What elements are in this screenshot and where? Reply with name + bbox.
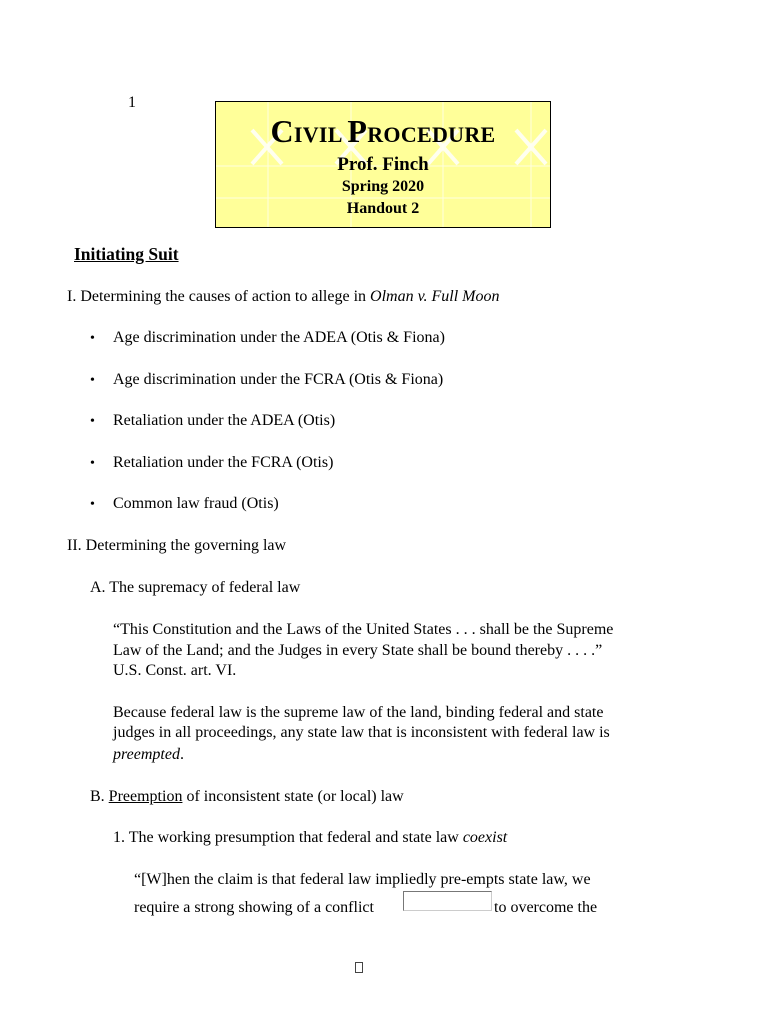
course-title <box>216 113 550 150</box>
missing-glyph-icon <box>355 962 363 973</box>
bullet-dot: • <box>90 456 95 471</box>
explanation-line: Because federal law is the supreme law of the land, binding federal and state <box>113 704 604 721</box>
bullet-item: Common law fraud (Otis) <box>113 495 279 512</box>
title-ivil: IVIL <box>293 122 348 147</box>
explanation-end <box>113 746 184 764</box>
citation-gap-box <box>403 891 492 911</box>
bullet-dot: • <box>90 414 95 429</box>
bullet-dot: • <box>90 331 95 346</box>
constitution-quote-line: Law of the Land; and the Judges in every State shall be bound thereby . . . .” <box>113 642 603 659</box>
handout-number: Handout 2 <box>346 200 420 217</box>
term: Spring 2020 <box>341 178 425 195</box>
subsection-b-prefix: B. <box>90 788 109 805</box>
bullet-item: Age discrimination under the FCRA (Otis & Fiona) <box>113 371 444 388</box>
subsection-a-heading: A. The supremacy of federal law <box>90 579 301 596</box>
case-quote-line-before-gap: require a strong showing of a conflict <box>134 899 374 916</box>
case-name: Olman v. Full Moon <box>370 288 500 305</box>
bullet-dot: • <box>90 373 95 388</box>
case-quote-line: “[W]hen the claim is that federal law impliedly pre-empts state law, we <box>134 871 591 888</box>
page-number: 1 <box>128 94 136 111</box>
preempted-term: preempted <box>113 746 180 763</box>
item-one-text: 1. The working presumption that federal and state law <box>113 829 463 846</box>
title-box <box>215 101 551 228</box>
constitution-quote-line: “This Constitution and the Laws of the United States . . . shall be the Supreme <box>113 621 614 638</box>
part-one-heading <box>67 288 499 306</box>
title-initial-c: C <box>270 113 294 149</box>
professor-name: Prof. Finch <box>337 154 429 175</box>
explanation-line: judges in all proceedings, any state law that is inconsistent with federal law is <box>113 724 610 741</box>
coexist-term: coexist <box>462 829 508 846</box>
title-initial-p: P <box>347 113 368 149</box>
case-quote-line-after-gap: to overcome the <box>494 899 598 916</box>
preemption-term: Preemption <box>108 788 183 805</box>
part-two-heading: II. Determining the governing law <box>67 537 287 554</box>
subsection-b-rest: of inconsistent state (or local) law <box>182 788 404 805</box>
bullet-item: Retaliation under the ADEA (Otis) <box>113 412 336 429</box>
item-one-heading <box>113 829 507 847</box>
bullet-dot: • <box>90 497 95 512</box>
bullet-item: Retaliation under the FCRA (Otis) <box>113 454 334 471</box>
title-rocedure: ROCEDURE <box>367 122 496 147</box>
part-one-intro: I. Determining the causes of action to allege in <box>67 288 371 305</box>
bullet-item: Age discrimination under the ADEA (Otis & Fiona) <box>113 329 445 346</box>
section-heading: Initiating Suit <box>74 244 179 264</box>
explanation-period: . <box>179 746 184 763</box>
subsection-b-heading <box>90 788 404 806</box>
constitution-citation: U.S. Const. art. VI. <box>113 662 237 679</box>
